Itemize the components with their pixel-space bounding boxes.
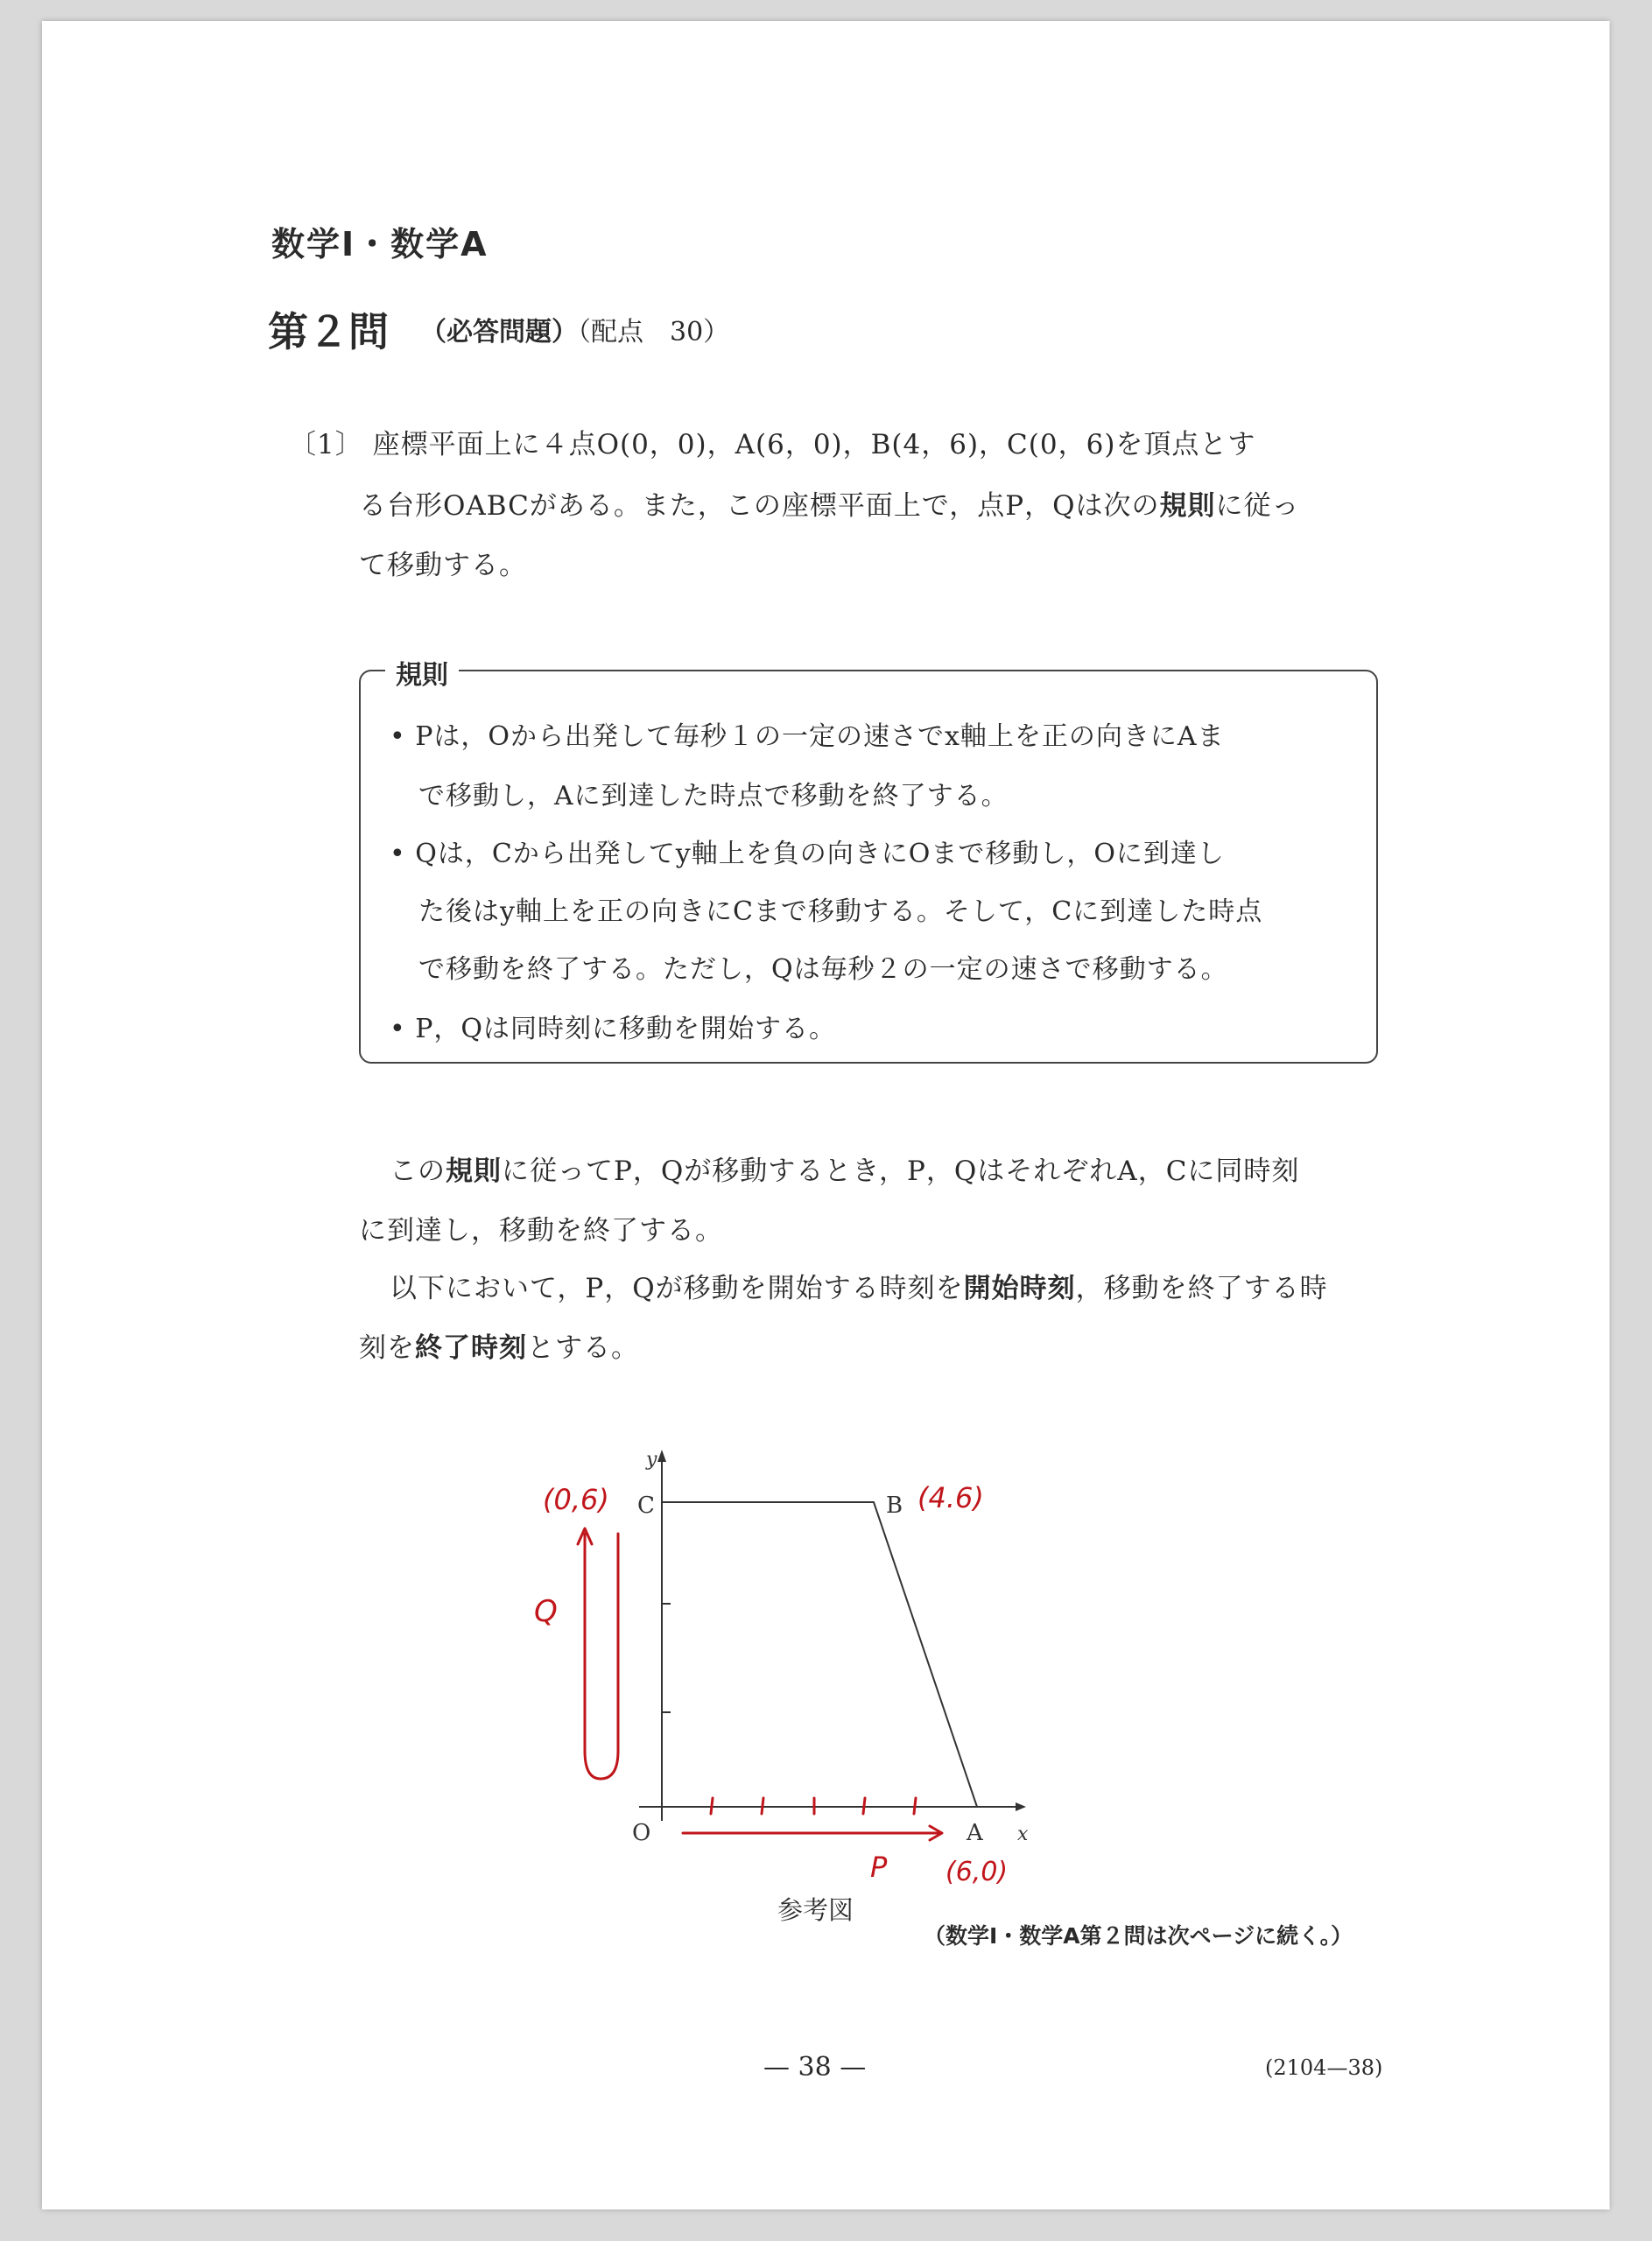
intro-line-2b: に従っ [1215, 490, 1300, 522]
trapezoid-outline [662, 1502, 977, 1807]
hand-p-label: P [870, 1851, 888, 1884]
rule-box-title: 規則 [385, 653, 459, 692]
intro-line-3: て移動する。 [359, 550, 527, 581]
point-c-label: C [637, 1493, 655, 1519]
rule-2-line-1: • Qは，Cから出発してy軸上を負の向きにOまで移動し，Oに到達し [390, 839, 1225, 869]
body-line-4b: とする。 [527, 1332, 639, 1364]
hand-q-label: Q [534, 1594, 558, 1629]
body-line-1 [390, 1149, 1299, 1188]
figure-caption: 参考図 [777, 1895, 854, 1925]
hand-a-coord: (6,0) [946, 1857, 1009, 1887]
scan-border-right [1610, 0, 1652, 2241]
exam-code: (2104—38) [1265, 2055, 1383, 2080]
body-line-1a: この [390, 1156, 446, 1187]
rule-2-line-2: た後はy軸上を正の向きにCまで移動する。そして，Cに到達した時点 [418, 896, 1263, 927]
p-tick [762, 1798, 763, 1814]
question-note [420, 310, 729, 348]
intro-line-1: 〔1〕 座標平面上に４点O(0，0)，A(6，0)，B(4，6)，C(0，6)を頂点とす [289, 429, 1256, 460]
question-title: 第２問 [268, 308, 389, 355]
start-time-term: 開始時刻 [963, 1273, 1076, 1304]
rule-1-line-2: で移動し，Aに到達した時点で移動を終了する。 [418, 781, 1009, 811]
p-tick [711, 1798, 713, 1814]
body-line-4a: 刻を [359, 1332, 415, 1364]
reference-figure [508, 1436, 1068, 1908]
scan-border-bottom [0, 2209, 1652, 2241]
origin-label: O [632, 1820, 651, 1846]
x-axis-label: x [1017, 1823, 1029, 1845]
hand-b-coord: (4.6) [917, 1481, 984, 1514]
points-note: （配点 30） [578, 317, 730, 348]
required-note: （必答問題） [420, 317, 578, 348]
body-line-2: に到達し，移動を終了する。 [359, 1215, 723, 1247]
point-b-label: B [886, 1493, 903, 1519]
y-axis-label: y [646, 1449, 657, 1471]
q-motion-arrow [585, 1534, 618, 1779]
rule-3-line-1: • P，Qは同時刻に移動を開始する。 [390, 1014, 837, 1044]
point-a-label: A [967, 1820, 983, 1846]
intro-line-2 [359, 483, 1300, 523]
p-tick [914, 1798, 916, 1814]
hand-c-coord: (0,6) [543, 1483, 609, 1516]
rule-2-line-3: で移動を終了する。ただし，Qは毎秒２の一定の速さで移動する。 [418, 954, 1228, 985]
end-time-term: 終了時刻 [415, 1332, 527, 1364]
page-number: — 38 — [763, 2052, 867, 2083]
rule-1-line-1: • Pは，Oから出発して毎秒１の一定の速さでx軸上を正の向きにAま [390, 721, 1225, 752]
y-axis-arrow [657, 1450, 666, 1462]
intro-line-2a: る台形OABCがある。また，この座標平面上で，点P，Qは次の [359, 490, 1160, 522]
body-rule-word: 規則 [446, 1156, 502, 1187]
body-line-3a: 以下において，P，Qが移動を開始する時刻を [390, 1273, 964, 1304]
continue-note: （数学Ⅰ・数学A第２問は次ページに続く。） [924, 1923, 1353, 1949]
p-tick [863, 1798, 865, 1814]
x-axis-arrow [1016, 1802, 1026, 1811]
body-line-4 [359, 1325, 639, 1365]
body-line-1b: に従ってP，Qが移動するとき，P，QはそれぞれA，Cに同時刻 [502, 1156, 1300, 1187]
scan-border-left [0, 0, 42, 2241]
subject-title: 数学Ⅰ・数学A [271, 225, 489, 263]
body-line-3b: ，移動を終了する時 [1075, 1273, 1328, 1304]
scan-border-top [0, 0, 1652, 21]
body-line-3 [390, 1266, 1328, 1305]
intro-rule-word: 規則 [1159, 490, 1216, 522]
